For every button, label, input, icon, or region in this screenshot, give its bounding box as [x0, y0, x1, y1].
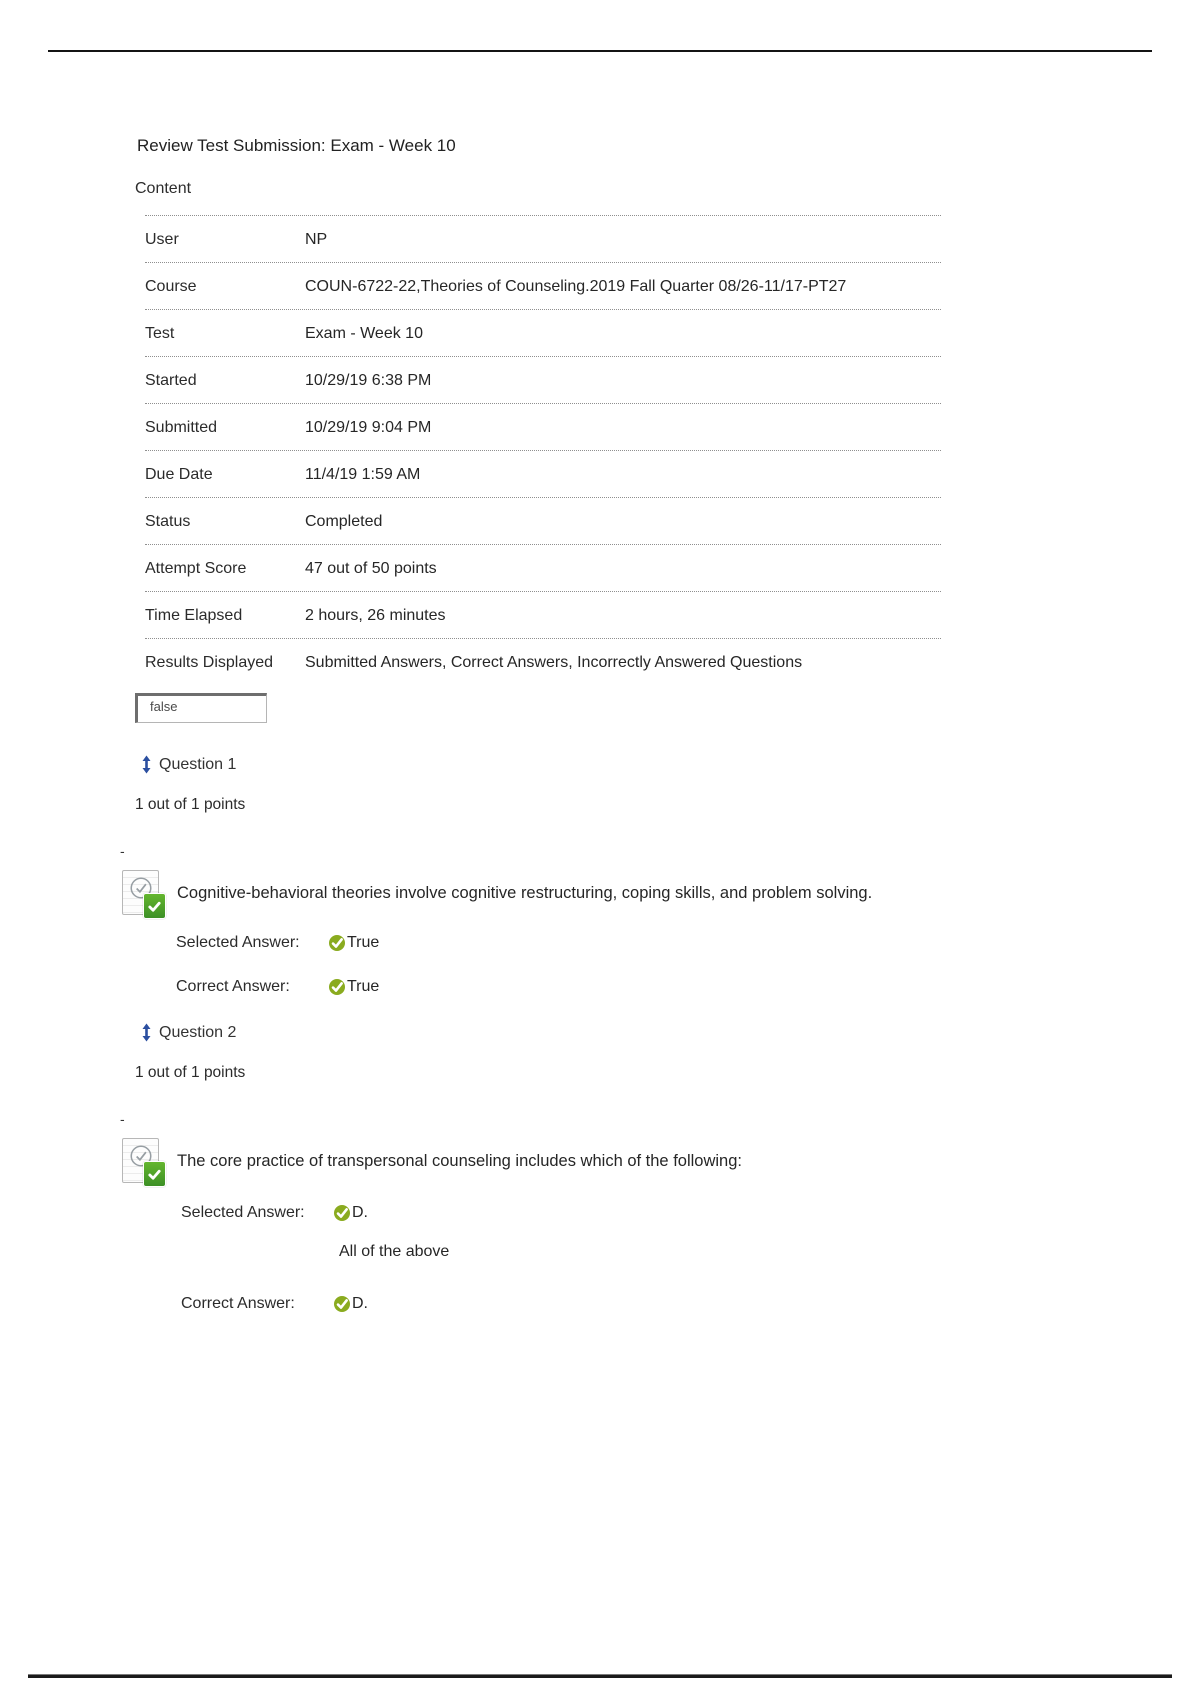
bullet-dash: -	[120, 843, 125, 859]
selected-answer-row	[176, 934, 1025, 952]
table-row-due-date	[145, 450, 941, 497]
selected-answer-label: Selected Answer:	[176, 934, 300, 951]
correct-answer-label: Correct Answer:	[176, 978, 290, 995]
question-1-body	[122, 870, 1025, 918]
row-label: Time Elapsed	[145, 607, 243, 624]
correct-answer-row	[181, 1295, 1025, 1313]
check-circle-icon	[328, 978, 346, 996]
row-label: Course	[145, 278, 197, 295]
question-title: Question 1	[159, 755, 237, 773]
row-value: Completed	[305, 513, 383, 530]
content-label: Content	[135, 180, 192, 197]
question-title: Question 2	[159, 1023, 237, 1041]
row-label: Results Displayed	[145, 654, 274, 671]
selected-answer-detail: All of the above	[339, 1243, 450, 1260]
selected-answer-value: True	[347, 934, 380, 951]
correct-answer-value: True	[347, 978, 380, 995]
row-value: 10/29/19 9:04 PM	[305, 419, 432, 436]
row-label: Submitted	[145, 419, 218, 436]
row-label: Test	[145, 325, 175, 342]
question-points: 1 out of 1 points	[135, 796, 246, 813]
row-value: NP	[305, 231, 328, 248]
row-value: COUN-6722-22,Theories of Counseling.2019 Fall Quarter 08/26-11/17-PT27	[305, 278, 847, 295]
selected-answer-row	[181, 1204, 1025, 1222]
main-content	[120, 136, 1025, 1313]
question-2-header	[141, 1023, 1025, 1042]
question-1-answers	[176, 934, 1025, 996]
selected-answer-label: Selected Answer:	[181, 1204, 305, 1221]
up-down-arrow-icon[interactable]	[141, 1023, 152, 1042]
row-value: 47 out of 50 points	[305, 560, 437, 577]
question-2-answers	[181, 1204, 1025, 1313]
table-row-time-elapsed	[145, 591, 941, 638]
row-label: Started	[145, 372, 197, 389]
table-row-test	[145, 309, 941, 356]
question-text: Cognitive-behavioral theories involve cognitive restructuring, coping skills, and problem solving.	[177, 884, 873, 902]
question-correct-icon	[122, 1138, 164, 1186]
page-title: Review Test Submission: Exam - Week 10	[137, 136, 456, 155]
false-textbox[interactable]	[135, 693, 267, 723]
correct-answer-label: Correct Answer:	[181, 1295, 295, 1312]
question-1-header	[141, 755, 1025, 774]
green-check-badge-icon	[143, 1161, 166, 1187]
table-row-status	[145, 497, 941, 544]
table-row-user	[145, 215, 941, 262]
submission-info-table	[145, 215, 941, 685]
top-divider	[48, 50, 1152, 52]
selected-answer-value: D.	[352, 1204, 368, 1221]
row-value: Exam - Week 10	[305, 325, 423, 342]
up-down-arrow-icon[interactable]	[141, 755, 152, 774]
correct-answer-value: D.	[352, 1295, 368, 1312]
row-value: 11/4/19 1:59 AM	[305, 466, 421, 483]
row-label: Status	[145, 513, 191, 530]
green-check-badge-icon	[143, 893, 166, 919]
check-circle-icon	[328, 934, 346, 952]
table-row-results-displayed	[145, 638, 941, 685]
bullet-dash: -	[120, 1111, 125, 1127]
row-label: User	[145, 231, 179, 248]
check-circle-icon	[333, 1204, 351, 1222]
table-row-course	[145, 262, 941, 309]
table-row-submitted	[145, 403, 941, 450]
question-text: The core practice of transpersonal counseling includes which of the following:	[177, 1152, 742, 1170]
table-row-started	[145, 356, 941, 403]
question-points: 1 out of 1 points	[135, 1064, 246, 1081]
row-value: 10/29/19 6:38 PM	[305, 372, 432, 389]
row-label: Due Date	[145, 466, 213, 483]
correct-answer-row	[176, 978, 1025, 996]
row-value: 2 hours, 26 minutes	[305, 607, 446, 624]
question-correct-icon	[122, 870, 164, 918]
bottom-divider	[28, 1674, 1172, 1678]
check-circle-icon	[333, 1295, 351, 1313]
table-row-attempt-score	[145, 544, 941, 591]
row-value: Submitted Answers, Correct Answers, Incorrectly Answered Questions	[305, 654, 803, 671]
row-label: Attempt Score	[145, 560, 247, 577]
question-2-body	[122, 1138, 1025, 1186]
